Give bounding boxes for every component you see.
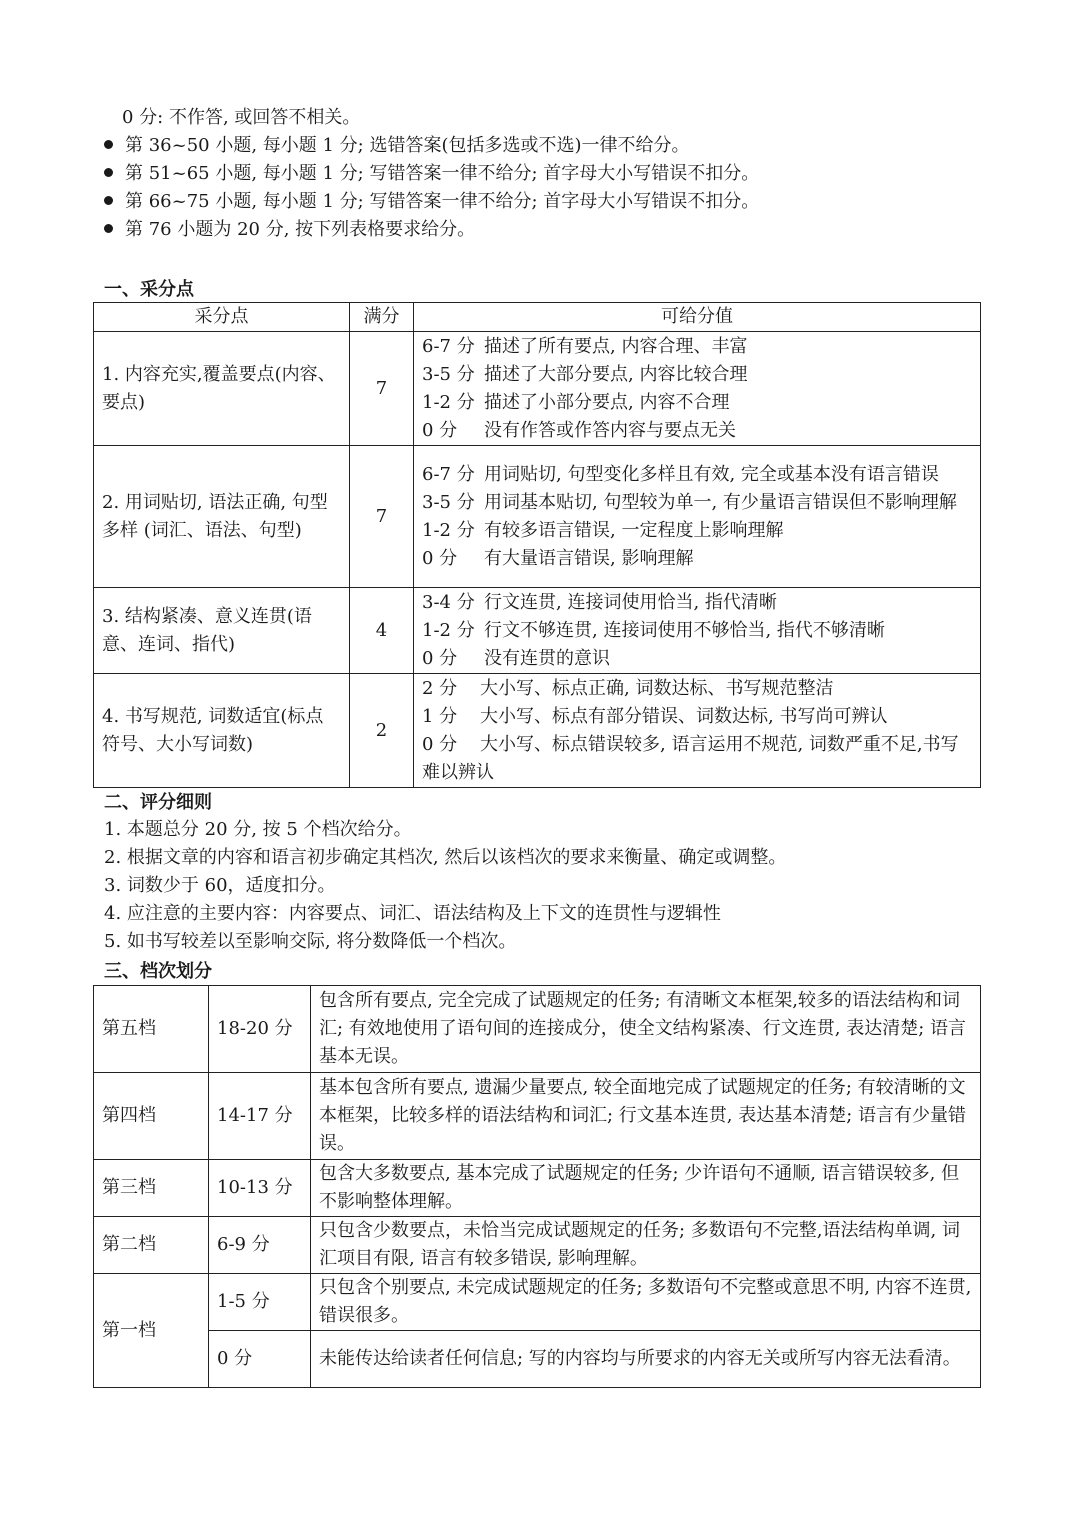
- score-range: 6-9 分: [209, 1217, 311, 1274]
- bullet-item: 第 76 小题为 20 分, 按下列表格要求给分。: [104, 216, 475, 244]
- column-header: 可给分值: [414, 303, 981, 332]
- rule-item: 4. 应注意的主要内容：内容要点、词汇、语法结构及上下文的连贯性与逻辑性: [104, 903, 721, 924]
- rule-item: 1. 本题总分 20 分, 按 5 个档次给分。: [104, 819, 412, 840]
- score-value-line: 0 分 没有作答或作答内容与要点无关: [422, 419, 736, 441]
- grade-level: 第五档: [94, 986, 209, 1073]
- table-row: [94, 588, 981, 674]
- score-value-line: 1 分 大小写、标点有部分错误、词数达标, 书写尚可辨认: [422, 705, 888, 727]
- zero-score-note: 0 分: 不作答, 或回答不相关。: [122, 107, 361, 128]
- bullet-dot-icon: [104, 224, 113, 233]
- bullet-item: 第 66~75 小题, 每小题 1 分; 写错答案一律不给分; 首字母大小写错误不扣分。: [104, 188, 759, 216]
- score-range: 10-13 分: [209, 1160, 311, 1217]
- full-score: 7: [350, 446, 414, 588]
- score-range: 18-20 分: [209, 986, 311, 1073]
- scoring-point: 4. 书写规范, 词数适宜(标点符号、大小写词数): [94, 674, 350, 788]
- grade-description: 基本包含所有要点, 遗漏少量要点, 较全面地完成了试题规定的任务; 有较清晰的文本框架，比较多样的语法结构和词汇; 行文基本连贯, 表达基本清楚; 语言有少量错误。: [311, 1073, 981, 1160]
- table-row: [94, 674, 981, 788]
- score-value-line: 1-2 分 描述了小部分要点, 内容不合理: [422, 391, 730, 413]
- score-value-line: 2 分 大小写、标点正确, 词数达标、书写规范整洁: [422, 677, 834, 699]
- table-row: [94, 1073, 981, 1160]
- score-range: 1-5 分: [209, 1274, 311, 1331]
- scoring-point: 2. 用词贴切, 语法正确, 句型多样 (词汇、语法、句型): [94, 446, 350, 588]
- table-row: [94, 1217, 981, 1274]
- grade-levels-table: [93, 985, 981, 1388]
- score-values: [414, 674, 981, 788]
- grade-description: 只包含个别要点, 未完成试题规定的任务; 多数语句不完整或意思不明, 内容不连贯, 错误很多。: [311, 1274, 981, 1331]
- score-values: [414, 332, 981, 446]
- table-header-row: [94, 303, 981, 332]
- rule-item: 2. 根据文章的内容和语言初步确定其档次, 然后以该档次的要求来衡量、确定或调整。: [104, 847, 787, 868]
- grade-level: 第三档: [94, 1160, 209, 1217]
- bullet-dot-icon: [104, 140, 113, 149]
- section-heading-grade-levels: 三、档次划分: [104, 961, 212, 982]
- bullet-dot-icon: [104, 168, 113, 177]
- full-score: 4: [350, 588, 414, 674]
- table-row: [94, 1160, 981, 1217]
- score-value-line: 3-5 分 描述了大部分要点, 内容比较合理: [422, 363, 748, 385]
- scoring-point: 3. 结构紧凑、意义连贯(语意、连词、指代): [94, 588, 350, 674]
- table-row: [94, 986, 981, 1073]
- score-value-line: 1-2 分 有较多语言错误, 一定程度上影响理解: [422, 519, 784, 541]
- score-value-line: 0 分 没有连贯的意识: [422, 647, 610, 669]
- score-value-line: 6-7 分 用词贴切, 句型变化多样且有效, 完全或基本没有语言错误: [422, 463, 939, 485]
- score-values: [414, 588, 981, 674]
- grade-level: 第一档: [94, 1274, 209, 1388]
- score-value-line: 3-5 分 用词基本贴切, 句型较为单一, 有少量语言错误但不影响理解: [422, 491, 957, 513]
- score-values: [414, 446, 981, 588]
- score-value-line: 1-2 分 行文不够连贯, 连接词使用不够恰当, 指代不够清晰: [422, 619, 885, 641]
- score-value-line: 3-4 分 行文连贯, 连接词使用恰当, 指代清晰: [422, 591, 777, 613]
- bullet-item: 第 36~50 小题, 每小题 1 分; 选错答案(包括多选或不选)一律不给分。: [104, 132, 690, 160]
- rule-item: 3. 词数少于 60，适度扣分。: [104, 875, 336, 896]
- rule-item: 5. 如书写较差以至影响交际, 将分数降低一个档次。: [104, 931, 517, 952]
- column-header: 满分: [350, 303, 414, 332]
- table-row: [94, 446, 981, 588]
- table-row: [94, 1274, 981, 1331]
- section-heading-grading-rules: 二、评分细则: [104, 792, 212, 813]
- score-value-line: 0 分 大小写、标点错误较多, 语言运用不规范, 词数严重不足,书写难以辨认: [422, 733, 959, 783]
- grade-description: 未能传达给读者任何信息; 写的内容均与所要求的内容无关或所写内容无法看清。: [311, 1331, 981, 1388]
- table-row: [94, 332, 981, 446]
- scoring-point: 1. 内容充实,覆盖要点(内容、要点): [94, 332, 350, 446]
- grade-level: 第四档: [94, 1073, 209, 1160]
- score-range: 0 分: [209, 1331, 311, 1388]
- full-score: 7: [350, 332, 414, 446]
- grade-description: 包含大多数要点, 基本完成了试题规定的任务; 少许语句不通顺, 语言错误较多, 但不影响整体理解。: [311, 1160, 981, 1217]
- scoring-points-table: [93, 302, 981, 788]
- column-header: 采分点: [94, 303, 350, 332]
- score-value-line: 0 分 有大量语言错误, 影响理解: [422, 547, 694, 569]
- grade-description: 只包含少数要点，未恰当完成试题规定的任务; 多数语句不完整,语法结构单调, 词汇项目有限, 语言有较多错误, 影响理解。: [311, 1217, 981, 1274]
- bullet-dot-icon: [104, 196, 113, 205]
- grade-description: 包含所有要点, 完全完成了试题规定的任务; 有清晰文本框架,较多的语法结构和词汇; 有效地使用了语句间的连接成分，使全文结构紧凑、行文连贯, 表达清楚; 语言基本无误。: [311, 986, 981, 1073]
- score-range: 14-17 分: [209, 1073, 311, 1160]
- bullet-item: 第 51~65 小题, 每小题 1 分; 写错答案一律不给分; 首字母大小写错误不扣分。: [104, 160, 759, 188]
- table-row: [94, 1331, 981, 1388]
- score-value-line: 6-7 分 描述了所有要点, 内容合理、丰富: [422, 335, 748, 357]
- full-score: 2: [350, 674, 414, 788]
- section-heading-scoring-points: 一、采分点: [104, 279, 194, 300]
- grade-level: 第二档: [94, 1217, 209, 1274]
